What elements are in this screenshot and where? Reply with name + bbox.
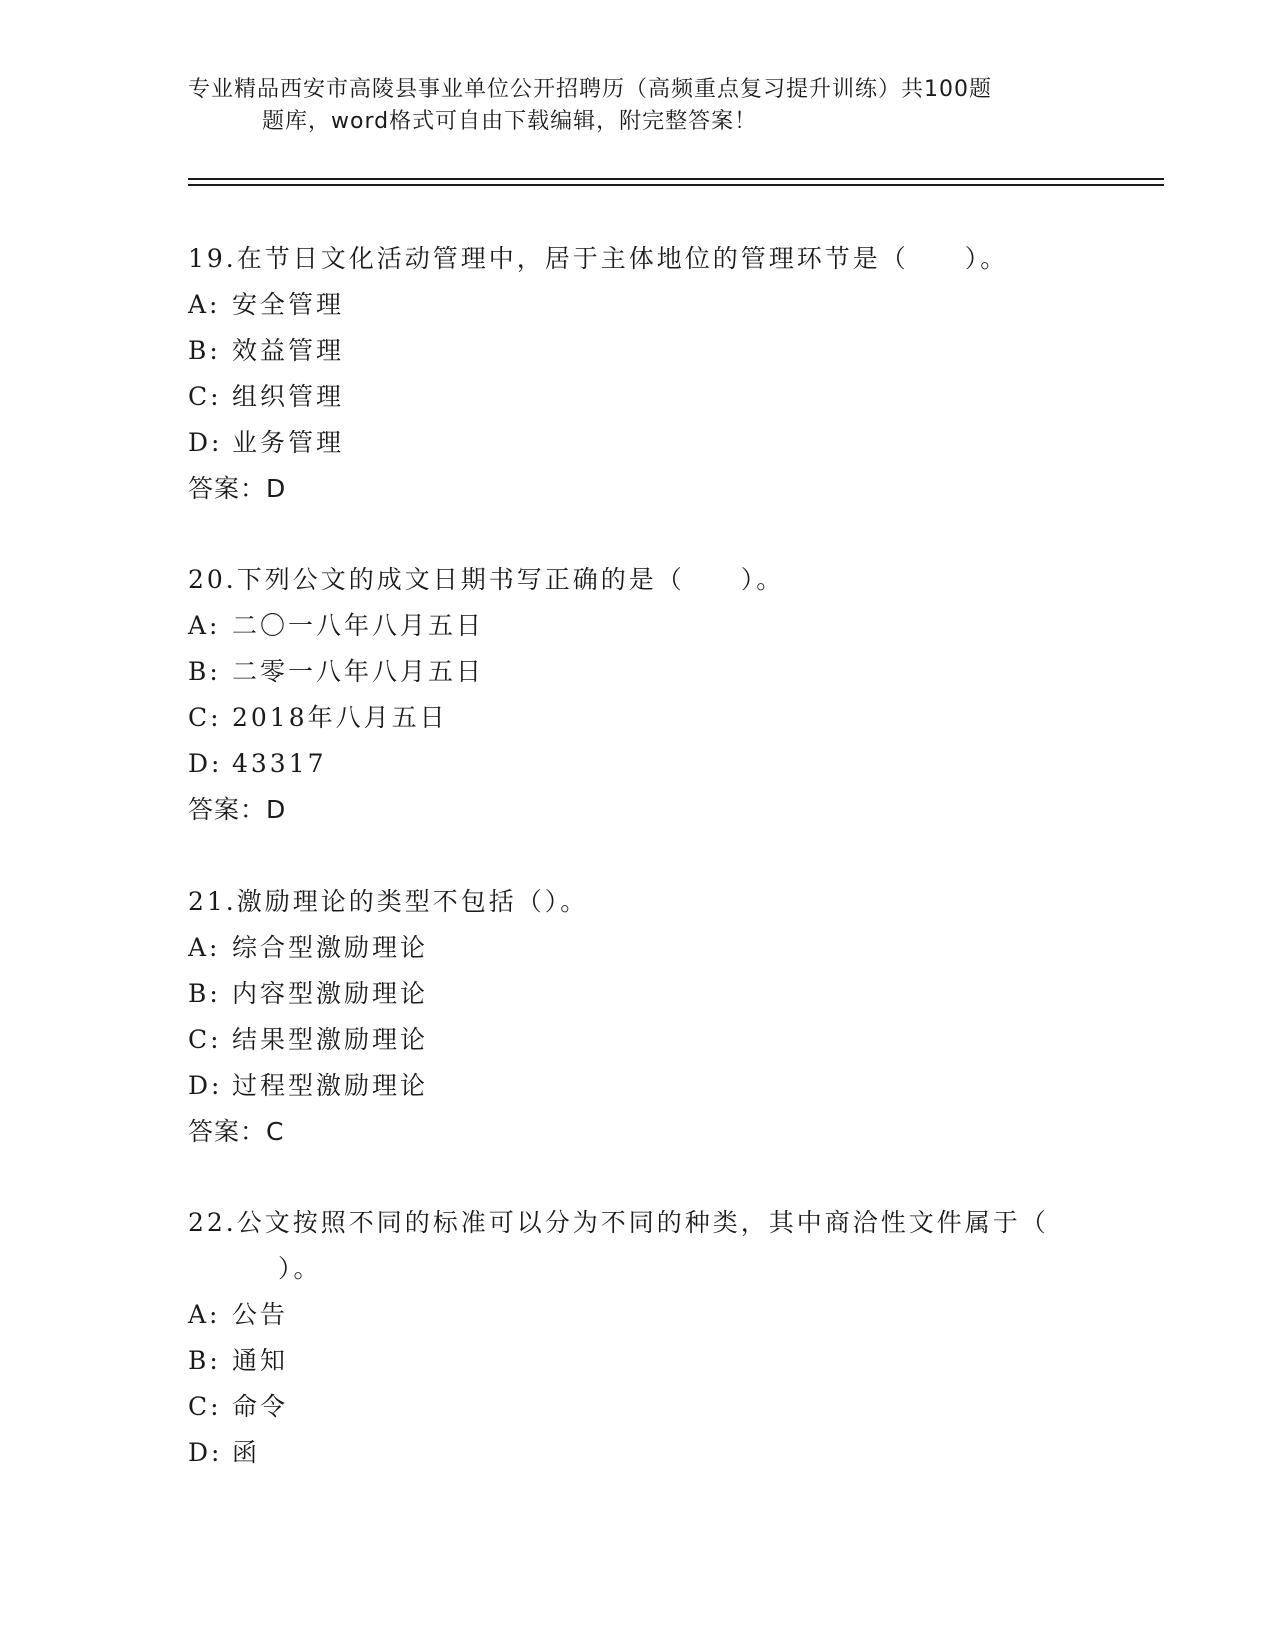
option-b <box>188 649 1088 695</box>
option-a <box>188 1292 1088 1338</box>
option-text: 结果型激励理论 <box>232 1025 429 1054</box>
option-text: 业务管理 <box>232 428 345 457</box>
option-letter: A: <box>188 1300 221 1329</box>
option-text: 内容型激励理论 <box>232 979 429 1008</box>
option-c <box>188 374 1088 420</box>
option-letter: C: <box>188 1025 222 1054</box>
option-text: 综合型激励理论 <box>232 933 429 962</box>
option-b <box>188 971 1088 1017</box>
question-22 <box>188 1200 1088 1476</box>
option-text: 组织管理 <box>232 382 345 411</box>
header-title-line-1: 专业精品西安市高陵县事业单位公开招聘历（高频重点复习提升训练）共100题 <box>188 77 992 102</box>
option-c <box>188 695 1088 741</box>
option-letter: B: <box>188 336 221 365</box>
option-letter: B: <box>188 657 221 686</box>
option-letter: B: <box>188 1346 221 1375</box>
option-letter: A: <box>188 290 221 319</box>
option-letter: B: <box>188 979 221 1008</box>
option-c <box>188 1017 1088 1063</box>
option-d <box>188 1430 1088 1476</box>
option-d <box>188 420 1088 466</box>
question-stem-continuation: ）。 <box>278 1254 322 1283</box>
option-text: 二零一八年八月五日 <box>232 657 485 686</box>
question-stem: 21.激励理论的类型不包括（）。 <box>188 887 589 916</box>
option-text: 43317 <box>232 749 327 778</box>
option-text: 通知 <box>232 1346 289 1375</box>
option-c <box>188 1384 1088 1430</box>
option-d <box>188 741 1088 787</box>
option-letter: D: <box>188 428 223 457</box>
option-a <box>188 603 1088 649</box>
header-divider-bottom <box>188 184 1164 186</box>
option-a <box>188 925 1088 971</box>
option-d <box>188 1063 1088 1109</box>
answer-line: 答案：D <box>188 795 287 824</box>
answer-line: 答案：C <box>188 1117 285 1146</box>
option-letter: A: <box>188 933 221 962</box>
question-20 <box>188 557 1088 833</box>
option-text: 效益管理 <box>232 336 345 365</box>
answer-line: 答案：D <box>188 474 287 503</box>
option-text: 过程型激励理论 <box>232 1071 429 1100</box>
option-text: 命令 <box>232 1392 289 1421</box>
question-19 <box>188 236 1088 512</box>
option-text: 二〇一八年八月五日 <box>232 611 485 640</box>
option-text: 2018年八月五日 <box>232 703 448 732</box>
question-stem: 20.下列公文的成文日期书写正确的是（ ）。 <box>188 565 785 594</box>
question-21 <box>188 879 1088 1155</box>
option-a <box>188 282 1088 328</box>
option-letter: C: <box>188 1392 222 1421</box>
question-stem: 19.在节日文化活动管理中，居于主体地位的管理环节是（ ）。 <box>188 244 1009 273</box>
option-letter: A: <box>188 611 221 640</box>
option-text: 安全管理 <box>232 290 345 319</box>
option-text: 公告 <box>232 1300 289 1329</box>
option-letter: D: <box>188 1071 223 1100</box>
option-b <box>188 1338 1088 1384</box>
option-b <box>188 328 1088 374</box>
option-letter: C: <box>188 703 222 732</box>
option-letter: D: <box>188 749 223 778</box>
header-divider-top <box>188 178 1164 180</box>
option-text: 函 <box>232 1438 261 1467</box>
option-letter: C: <box>188 382 222 411</box>
option-letter: D: <box>188 1438 223 1467</box>
question-stem <box>188 1200 1088 1292</box>
question-stem-text: 22.公文按照不同的标准可以分为不同的种类，其中商洽性文件属于（ <box>188 1208 1049 1237</box>
header-title-line-2: 题库，word格式可自由下载编辑，附完整答案！ <box>262 109 758 134</box>
document-header <box>188 74 1088 138</box>
